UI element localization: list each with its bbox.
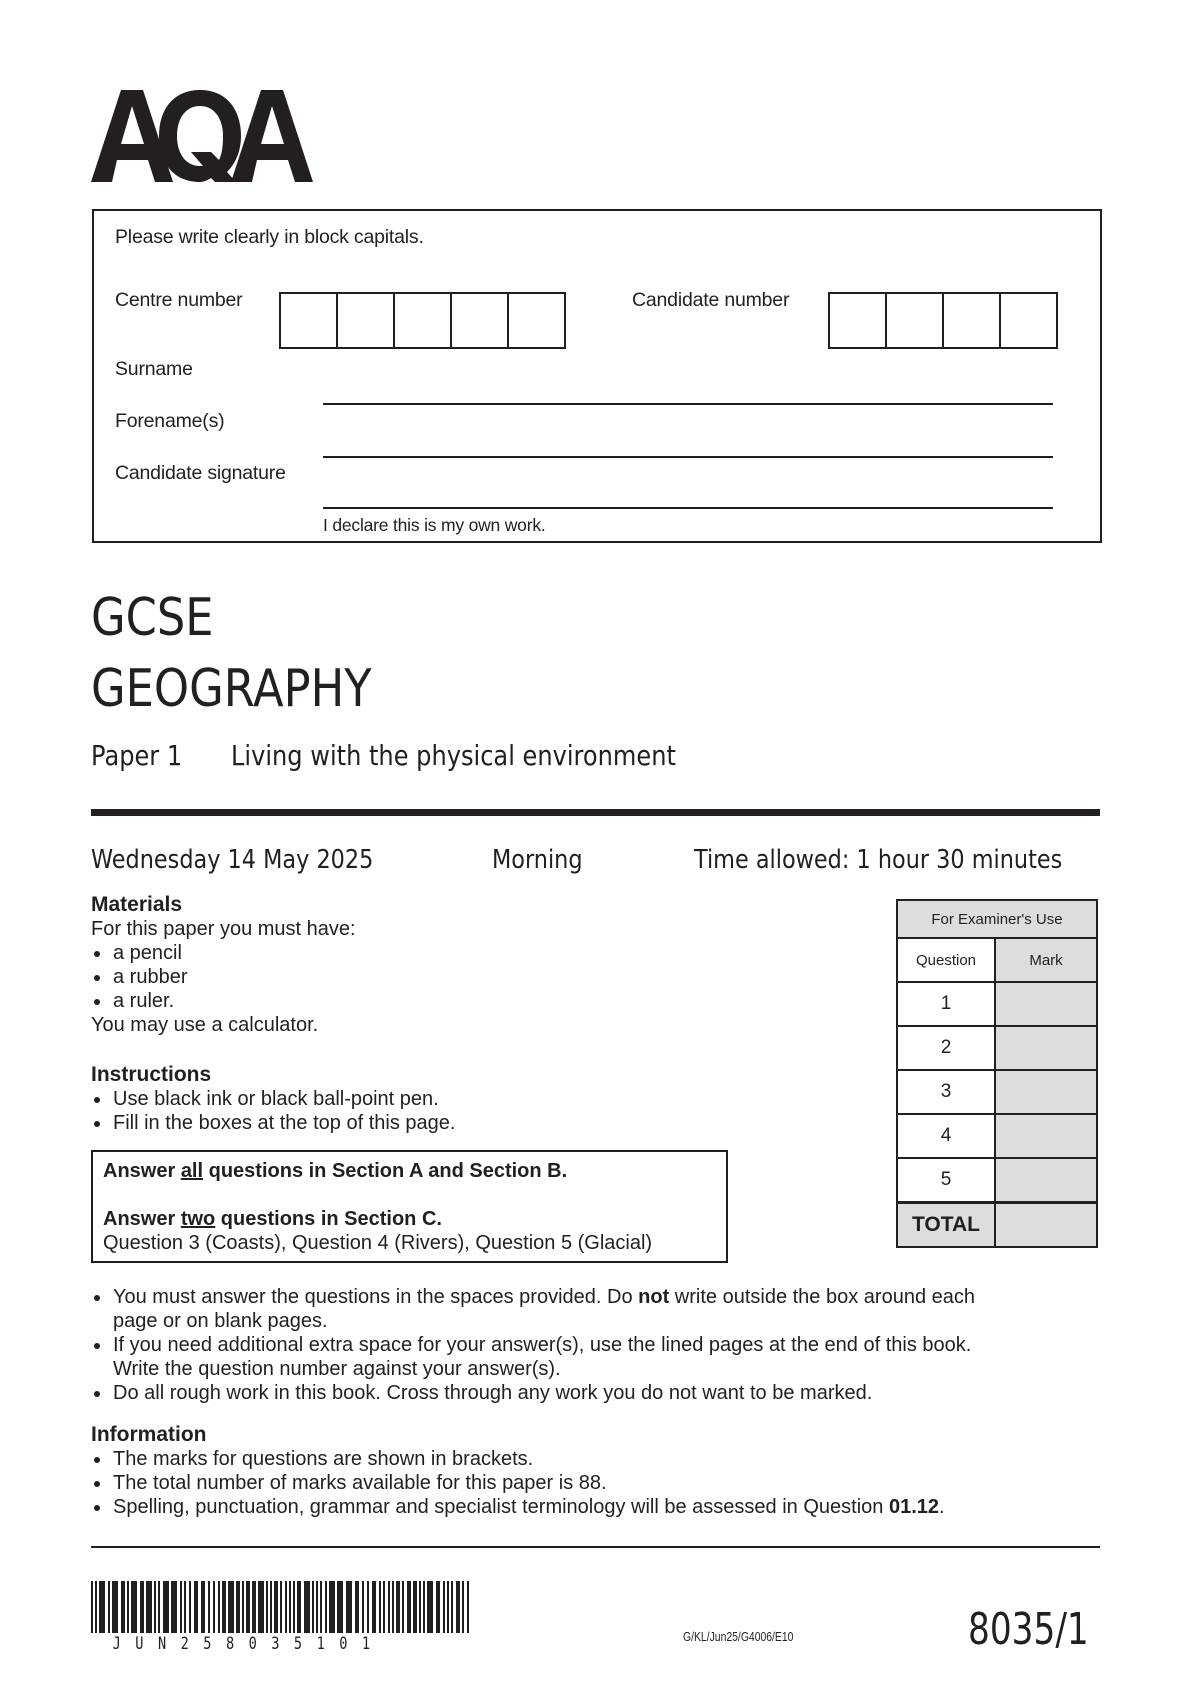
information-item (91, 1495, 945, 1519)
additional-instructions (91, 1285, 975, 1405)
barcode-bar (280, 1581, 282, 1633)
divider (91, 809, 1100, 816)
calculator-note: You may use a calculator. (91, 1014, 319, 1036)
mark-cell (995, 982, 1097, 1026)
instruction-text: Write the question number against your answer(s). (113, 1358, 561, 1380)
declaration-text: I declare this is my own work. (323, 515, 546, 535)
instruction-text: page or on blank pages. (113, 1310, 328, 1332)
barcode-bar (447, 1581, 449, 1633)
barcode-bar (127, 1581, 129, 1633)
paper-number: Paper 1 (91, 739, 183, 772)
examiner-use-table (896, 899, 1098, 1248)
surname-field[interactable] (323, 403, 1053, 405)
barcode-bar (91, 1581, 93, 1633)
mark-column-header: Mark (995, 938, 1097, 982)
barcode-character: 5 (203, 1634, 212, 1654)
barcode-bar (392, 1581, 394, 1633)
instruction-text: If you need additional extra space for your answer(s), use the lined pages at the end of this book. (113, 1334, 972, 1356)
barcode-bar (436, 1581, 440, 1633)
barcode-bar (154, 1581, 156, 1633)
exam-date: Wednesday 14 May 2025 (91, 845, 374, 875)
instruction-text: write outside the box around each (669, 1286, 975, 1308)
instruction-item: Use black ink or black ball-point pen. (91, 1087, 455, 1111)
barcode-character: 2 (180, 1634, 189, 1654)
total-row (897, 1203, 1097, 1248)
total-label: TOTAL (897, 1203, 995, 1248)
instruction-item: Fill in the boxes at the top of this page. (91, 1111, 455, 1135)
information-section (91, 1423, 945, 1519)
barcode-bar (131, 1581, 137, 1633)
barcode-bar (180, 1581, 182, 1633)
mark-cell (995, 1070, 1097, 1114)
barcode-character: 3 (271, 1634, 280, 1654)
barcode-bar (252, 1581, 256, 1633)
aqa-logo-icon (91, 90, 313, 182)
centre-number-cell[interactable] (395, 294, 452, 347)
barcode-bar (362, 1581, 364, 1633)
barcode-bar (462, 1581, 464, 1633)
surname-label: Surname (115, 358, 193, 380)
barcode-bar (467, 1581, 469, 1633)
barcode-bar (419, 1581, 421, 1633)
barcode-bar (213, 1581, 215, 1633)
barcode-bar (367, 1581, 369, 1633)
signature-label: Candidate signature (115, 462, 286, 484)
candidate-number-cell[interactable] (830, 294, 887, 347)
barcode-bar (99, 1581, 105, 1633)
candidate-number-input[interactable] (828, 292, 1058, 349)
barcode-bar (383, 1581, 385, 1633)
barcode-bar (413, 1581, 417, 1633)
barcode-bar (451, 1581, 453, 1633)
barcode-bar (388, 1581, 390, 1633)
barcode-text (91, 1634, 395, 1654)
materials-item: a ruler. (91, 989, 356, 1013)
materials-heading: Materials (91, 893, 183, 916)
question-number: 4 (897, 1114, 995, 1158)
barcode-bar (289, 1581, 291, 1633)
question-reference: 01.12 (888, 1496, 940, 1518)
centre-number-label: Centre number (115, 289, 243, 311)
barcode-bar (228, 1581, 234, 1633)
centre-number-cell[interactable] (452, 294, 509, 347)
barcode-bar (95, 1581, 97, 1633)
barcode-bar (297, 1581, 301, 1633)
answer-requirements-box (91, 1150, 728, 1263)
section-c-requirement (103, 1207, 442, 1231)
barcode-bar (402, 1581, 404, 1633)
materials-item: a rubber (91, 965, 356, 989)
barcode-bar (236, 1581, 240, 1633)
requirement-text: questions in Section C. (215, 1208, 442, 1230)
barcode-icon (91, 1581, 471, 1633)
question-number: 3 (897, 1070, 995, 1114)
instruction-text: You must answer the questions in the spaces provided. Do (113, 1286, 639, 1308)
barcode-bar (163, 1581, 169, 1633)
barcode-bar (329, 1581, 335, 1633)
footer-divider (91, 1546, 1100, 1548)
candidate-number-label: Candidate number (632, 289, 790, 311)
barcode-bar (201, 1581, 205, 1633)
barcode-bar (121, 1581, 125, 1633)
centre-number-input[interactable] (279, 292, 566, 349)
barcode-character: U (135, 1634, 144, 1654)
information-heading: Information (91, 1423, 207, 1446)
examiner-row (897, 1158, 1097, 1203)
barcode-bar (312, 1581, 314, 1633)
centre-number-cell[interactable] (509, 294, 564, 347)
materials-item: a pencil (91, 941, 356, 965)
requirement-emphasis: all (180, 1160, 204, 1182)
mark-cell (995, 1026, 1097, 1070)
question-number: 2 (897, 1026, 995, 1070)
mark-cell (995, 1114, 1097, 1158)
signature-field[interactable] (323, 507, 1053, 509)
centre-number-cell[interactable] (281, 294, 338, 347)
barcode-character: 0 (339, 1634, 348, 1654)
barcode-bar (285, 1581, 287, 1633)
barcode-bar (270, 1581, 272, 1633)
centre-number-cell[interactable] (338, 294, 395, 347)
barcode-bar (407, 1581, 411, 1633)
examiner-row (897, 1114, 1097, 1158)
barcode-bar (184, 1581, 186, 1633)
barcode-character: 1 (361, 1634, 371, 1654)
barcode-bar (427, 1581, 433, 1633)
barcode-bar (194, 1581, 198, 1633)
requirement-text: Answer (103, 1160, 181, 1182)
barcode-bar (189, 1581, 191, 1633)
barcode-bar (246, 1581, 250, 1633)
barcode-character: J (112, 1634, 121, 1654)
question-column-header: Question (897, 938, 995, 982)
candidate-number-cell[interactable] (944, 294, 1001, 347)
barcode-bar (274, 1581, 278, 1633)
examiner-row (897, 1070, 1097, 1114)
instructions-heading: Instructions (91, 1063, 212, 1086)
barcode-bar (266, 1581, 268, 1633)
reference-code: G/KL/Jun25/G4006/E10 (683, 1629, 794, 1644)
mark-cell (995, 1158, 1097, 1203)
barcode-character: 8 (225, 1634, 235, 1654)
paper-title: Living with the physical environment (231, 739, 676, 772)
instruction-item (91, 1285, 975, 1333)
instruction-item (91, 1381, 975, 1405)
barcode-bar (396, 1581, 400, 1633)
subject-title: GEOGRAPHY (91, 659, 372, 719)
total-mark-cell (995, 1203, 1097, 1248)
exam-session: Morning (492, 845, 583, 875)
barcode-bar (346, 1581, 352, 1633)
barcode-character: 1 (316, 1634, 325, 1654)
barcode-bar (158, 1581, 160, 1633)
barcode-bar (242, 1581, 244, 1633)
barcode-bar (112, 1581, 118, 1633)
requirement-text: Answer (103, 1208, 181, 1230)
barcode-bar (222, 1581, 226, 1633)
barcode-bar (258, 1581, 264, 1633)
section-c-options: Question 3 (Coasts), Question 4 (Rivers), Question 5 (Glacial) (103, 1232, 653, 1254)
materials-intro: For this paper you must have: (91, 918, 356, 940)
qualification-title: GCSE (91, 588, 214, 648)
question-number: 1 (897, 982, 995, 1026)
barcode-bar (379, 1581, 381, 1633)
requirement-emphasis: two (180, 1208, 216, 1230)
barcode-bar (304, 1581, 310, 1633)
instruction-text: Do all rough work in this book. Cross through any work you do not want to be marked. (113, 1382, 873, 1404)
forenames-label: Forename(s) (115, 410, 225, 432)
forenames-field[interactable] (323, 456, 1053, 458)
barcode-bar (171, 1581, 177, 1633)
examiner-row (897, 1026, 1097, 1070)
candidate-number-cell[interactable] (1001, 294, 1056, 347)
block-capitals-instruction: Please write clearly in block capitals. (115, 226, 424, 248)
barcode-character: 0 (248, 1634, 257, 1654)
barcode-bar (208, 1581, 210, 1633)
information-item: The total number of marks available for this paper is 88. (91, 1471, 945, 1495)
barcode-character: N (157, 1634, 167, 1654)
instruction-emphasis: not (638, 1286, 670, 1308)
time-allowed: Time allowed: 1 hour 30 minutes (694, 845, 1063, 875)
paper-code: 8035/1 (968, 1604, 1089, 1655)
barcode-bar (316, 1581, 318, 1633)
barcode-character: 5 (293, 1634, 303, 1654)
examiner-table-title: For Examiner's Use (897, 900, 1097, 938)
barcode-bar (443, 1581, 445, 1633)
information-text: Spelling, punctuation, grammar and specialist terminology will be assessed in Question (113, 1496, 889, 1518)
instructions-section (91, 1063, 455, 1135)
barcode-bar (325, 1581, 327, 1633)
materials-section (91, 893, 356, 1037)
requirement-text: questions in Section A and Section B. (203, 1160, 568, 1182)
barcode-bar (320, 1581, 322, 1633)
instruction-item (91, 1333, 975, 1381)
section-ab-requirement (103, 1159, 567, 1183)
examiner-row (897, 982, 1097, 1026)
barcode-bar (337, 1581, 343, 1633)
barcode-bar (108, 1581, 110, 1633)
barcode-bar (423, 1581, 425, 1633)
barcode-bar (372, 1581, 376, 1633)
barcode-bar (146, 1581, 152, 1633)
barcode-bar (140, 1581, 144, 1633)
candidate-number-cell[interactable] (887, 294, 944, 347)
barcode-bar (293, 1581, 295, 1633)
information-item: The marks for questions are shown in brackets. (91, 1447, 945, 1471)
barcode-bar (218, 1581, 220, 1633)
barcode-bar (456, 1581, 460, 1633)
barcode-bar (355, 1581, 359, 1633)
candidate-details-box (92, 209, 1102, 543)
information-text: . (939, 1496, 945, 1518)
question-number: 5 (897, 1158, 995, 1203)
